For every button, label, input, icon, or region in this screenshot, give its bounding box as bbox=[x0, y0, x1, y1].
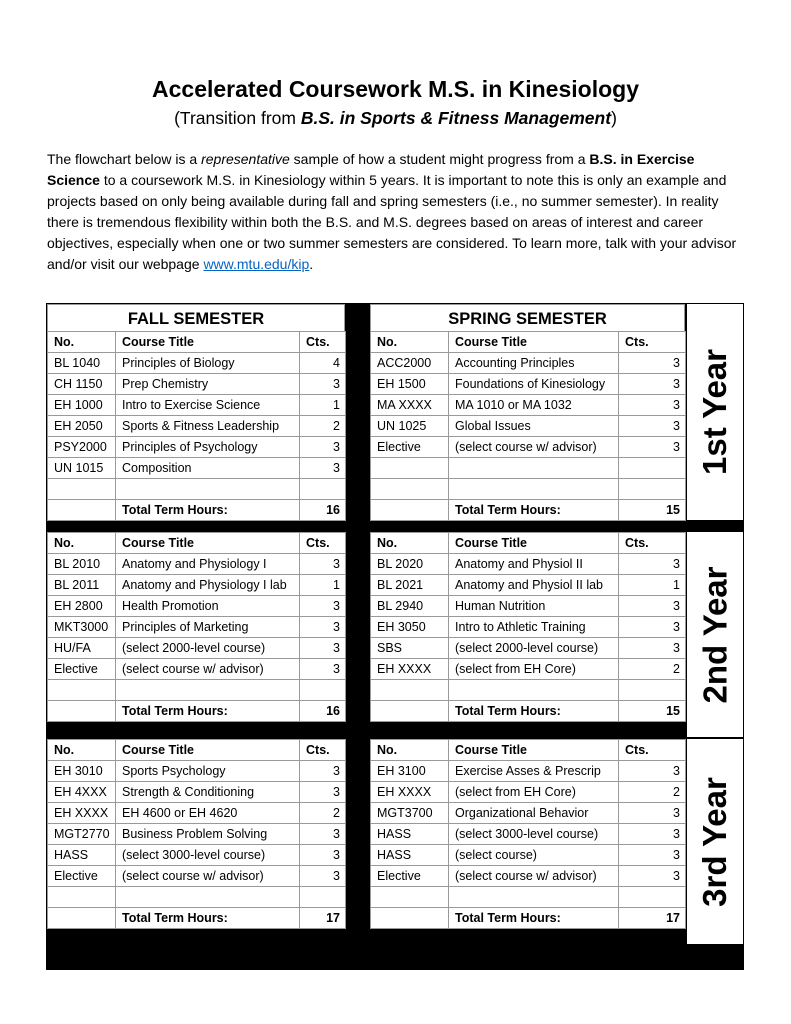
course-number: HASS bbox=[371, 845, 449, 866]
fall-semester-table bbox=[47, 304, 345, 521]
course-number: EH 3050 bbox=[371, 617, 449, 638]
course-title: Exercise Asses & Prescrip bbox=[449, 761, 619, 782]
course-credits: 3 bbox=[300, 761, 346, 782]
course-row bbox=[48, 437, 346, 458]
course-credits: 3 bbox=[619, 638, 686, 659]
course-title bbox=[449, 479, 619, 500]
total-row bbox=[48, 701, 346, 722]
course-credits: 3 bbox=[300, 845, 346, 866]
course-credits: 4 bbox=[300, 353, 346, 374]
course-row bbox=[371, 554, 686, 575]
column-header-row bbox=[371, 533, 686, 554]
course-title: (select from EH Core) bbox=[449, 782, 619, 803]
course-title: Anatomy and Physiology I bbox=[116, 554, 300, 575]
total-hours: 17 bbox=[300, 908, 346, 929]
course-title bbox=[116, 680, 300, 701]
course-credits: 3 bbox=[300, 437, 346, 458]
course-title: Global Issues bbox=[449, 416, 619, 437]
column-header-no: No. bbox=[371, 533, 449, 554]
course-number bbox=[371, 479, 449, 500]
course-number: UN 1015 bbox=[48, 458, 116, 479]
course-title: Human Nutrition bbox=[449, 596, 619, 617]
course-credits: 3 bbox=[619, 803, 686, 824]
column-header-cts: Cts. bbox=[300, 332, 346, 353]
course-number: HASS bbox=[371, 824, 449, 845]
course-credits bbox=[300, 887, 346, 908]
course-row bbox=[48, 680, 346, 701]
course-title: Principles of Psychology bbox=[116, 437, 300, 458]
course-credits: 3 bbox=[619, 416, 686, 437]
column-header-row bbox=[48, 533, 346, 554]
course-title: (select 3000-level course) bbox=[116, 845, 300, 866]
year-label-column bbox=[687, 304, 743, 520]
course-credits: 3 bbox=[300, 596, 346, 617]
course-row bbox=[48, 824, 346, 845]
course-number: PSY2000 bbox=[48, 437, 116, 458]
total-spacer bbox=[48, 701, 116, 722]
course-title: (select course w/ advisor) bbox=[449, 437, 619, 458]
course-number: EH 1500 bbox=[371, 374, 449, 395]
course-row bbox=[48, 575, 346, 596]
course-row bbox=[371, 845, 686, 866]
total-hours: 17 bbox=[619, 908, 686, 929]
column-header-no: No. bbox=[48, 533, 116, 554]
course-row bbox=[48, 416, 346, 437]
course-number bbox=[48, 887, 116, 908]
course-row bbox=[48, 845, 346, 866]
course-credits bbox=[619, 458, 686, 479]
spring-semester-title: SPRING SEMESTER bbox=[370, 304, 685, 331]
course-number: MKT3000 bbox=[48, 617, 116, 638]
course-number: MGT3700 bbox=[371, 803, 449, 824]
course-number: EH 3100 bbox=[371, 761, 449, 782]
course-credits: 3 bbox=[300, 458, 346, 479]
total-label: Total Term Hours: bbox=[449, 500, 619, 521]
course-number: EH 3010 bbox=[48, 761, 116, 782]
course-row bbox=[371, 887, 686, 908]
course-row bbox=[48, 374, 346, 395]
column-header-title: Course Title bbox=[449, 332, 619, 353]
course-row bbox=[48, 554, 346, 575]
course-title: (select 2000-level course) bbox=[116, 638, 300, 659]
course-title: Anatomy and Physiol II lab bbox=[449, 575, 619, 596]
course-number: ACC2000 bbox=[371, 353, 449, 374]
course-credits bbox=[619, 479, 686, 500]
subtitle-degree: B.S. in Sports & Fitness Management bbox=[300, 108, 612, 128]
course-credits: 3 bbox=[300, 617, 346, 638]
course-number: EH 2800 bbox=[48, 596, 116, 617]
course-title: (select course w/ advisor) bbox=[116, 659, 300, 680]
course-row bbox=[48, 353, 346, 374]
total-hours: 15 bbox=[619, 701, 686, 722]
course-title: Prep Chemistry bbox=[116, 374, 300, 395]
course-credits: 3 bbox=[300, 374, 346, 395]
year-label: 1st Year bbox=[696, 348, 734, 476]
course-credits: 3 bbox=[619, 437, 686, 458]
course-number: HASS bbox=[48, 845, 116, 866]
course-row bbox=[371, 479, 686, 500]
spring-semester-table bbox=[370, 532, 685, 722]
year-block bbox=[47, 304, 685, 520]
total-hours: 16 bbox=[300, 701, 346, 722]
course-row bbox=[48, 866, 346, 887]
course-row bbox=[48, 761, 346, 782]
year-block bbox=[47, 532, 685, 737]
course-row bbox=[371, 437, 686, 458]
course-title: Sports Psychology bbox=[116, 761, 300, 782]
total-spacer bbox=[371, 500, 449, 521]
course-row bbox=[48, 479, 346, 500]
year-label-column bbox=[687, 739, 743, 944]
course-credits: 2 bbox=[300, 803, 346, 824]
year-label-column bbox=[687, 532, 743, 737]
column-header-row bbox=[48, 332, 346, 353]
course-number: EH 2050 bbox=[48, 416, 116, 437]
course-number bbox=[371, 680, 449, 701]
course-row bbox=[48, 803, 346, 824]
course-number: EH 4XXX bbox=[48, 782, 116, 803]
spring-semester-table bbox=[370, 304, 685, 521]
course-title: Composition bbox=[116, 458, 300, 479]
total-label: Total Term Hours: bbox=[449, 701, 619, 722]
column-header-no: No. bbox=[371, 332, 449, 353]
course-title: Accounting Principles bbox=[449, 353, 619, 374]
course-row bbox=[371, 659, 686, 680]
course-credits bbox=[300, 479, 346, 500]
course-schedule bbox=[46, 303, 744, 970]
course-row bbox=[48, 659, 346, 680]
course-title: (select course w/ advisor) bbox=[116, 866, 300, 887]
course-credits: 3 bbox=[619, 845, 686, 866]
course-credits: 3 bbox=[300, 659, 346, 680]
fall-semester-title: FALL SEMESTER bbox=[47, 304, 345, 331]
course-credits: 3 bbox=[619, 353, 686, 374]
course-title: Intro to Exercise Science bbox=[116, 395, 300, 416]
course-title: Business Problem Solving bbox=[116, 824, 300, 845]
course-credits: 3 bbox=[300, 866, 346, 887]
course-credits: 1 bbox=[300, 395, 346, 416]
year-label: 2nd Year bbox=[696, 566, 734, 703]
total-spacer bbox=[371, 701, 449, 722]
course-credits: 3 bbox=[619, 824, 686, 845]
course-title: Organizational Behavior bbox=[449, 803, 619, 824]
course-number: BL 2020 bbox=[371, 554, 449, 575]
course-number bbox=[371, 887, 449, 908]
course-number: EH 1000 bbox=[48, 395, 116, 416]
course-title: (select from EH Core) bbox=[449, 659, 619, 680]
course-table bbox=[47, 739, 346, 929]
course-table bbox=[370, 331, 686, 521]
course-credits: 2 bbox=[300, 416, 346, 437]
total-hours: 16 bbox=[300, 500, 346, 521]
course-number: CH 1150 bbox=[48, 374, 116, 395]
course-credits: 2 bbox=[619, 782, 686, 803]
course-row bbox=[48, 638, 346, 659]
column-header-title: Course Title bbox=[116, 332, 300, 353]
course-row bbox=[371, 458, 686, 479]
column-header-cts: Cts. bbox=[300, 533, 346, 554]
course-title: MA 1010 or MA 1032 bbox=[449, 395, 619, 416]
course-credits: 2 bbox=[619, 659, 686, 680]
course-title: Intro to Athletic Training bbox=[449, 617, 619, 638]
course-title: (select 2000-level course) bbox=[449, 638, 619, 659]
total-spacer bbox=[48, 908, 116, 929]
total-row bbox=[371, 701, 686, 722]
subtitle-open: (Transition from bbox=[174, 108, 301, 128]
course-credits: 1 bbox=[619, 575, 686, 596]
course-credits bbox=[619, 887, 686, 908]
course-number: Elective bbox=[48, 659, 116, 680]
course-row bbox=[371, 866, 686, 887]
intro-text-end: . bbox=[309, 256, 314, 272]
course-number: MA XXXX bbox=[371, 395, 449, 416]
course-row bbox=[371, 638, 686, 659]
course-title: Sports & Fitness Leadership bbox=[116, 416, 300, 437]
course-row bbox=[371, 575, 686, 596]
course-number: SBS bbox=[371, 638, 449, 659]
course-credits bbox=[300, 680, 346, 701]
intro-text-5: to a coursework M.S. in Kinesiology within 5 years. It is important to note this is only an example and projects based on only being available during fall and spring semesters (i.e., no summer semester). In reality there is tremendous flexibility within both the B.S. and M.S. degrees based on areas of interest and career objectives, especially when one or two summer semesters are considered. To learn more, talk with your advisor and/or visit our webpage bbox=[47, 172, 737, 272]
column-header-row bbox=[48, 740, 346, 761]
course-row bbox=[371, 782, 686, 803]
course-title: (select 3000-level course) bbox=[449, 824, 619, 845]
course-credits: 3 bbox=[619, 866, 686, 887]
intro-paragraph bbox=[47, 149, 747, 275]
subtitle-close: ) bbox=[611, 108, 617, 128]
course-number bbox=[371, 458, 449, 479]
total-hours: 15 bbox=[619, 500, 686, 521]
column-header-cts: Cts. bbox=[619, 533, 686, 554]
column-header-cts: Cts. bbox=[619, 332, 686, 353]
course-title: Foundations of Kinesiology bbox=[449, 374, 619, 395]
course-row bbox=[371, 761, 686, 782]
fall-semester-table bbox=[47, 739, 345, 929]
total-label: Total Term Hours: bbox=[116, 500, 300, 521]
course-number: BL 2940 bbox=[371, 596, 449, 617]
course-row bbox=[371, 395, 686, 416]
column-header-title: Course Title bbox=[116, 740, 300, 761]
course-row bbox=[48, 395, 346, 416]
course-number: BL 2011 bbox=[48, 575, 116, 596]
course-title: Principles of Biology bbox=[116, 353, 300, 374]
course-number: EH XXXX bbox=[48, 803, 116, 824]
course-number: Elective bbox=[371, 866, 449, 887]
course-title: (select course w/ advisor) bbox=[449, 866, 619, 887]
total-row bbox=[371, 500, 686, 521]
course-row bbox=[371, 803, 686, 824]
course-row bbox=[371, 617, 686, 638]
course-table bbox=[47, 331, 346, 521]
page-subtitle bbox=[0, 108, 791, 129]
course-credits: 3 bbox=[619, 554, 686, 575]
total-spacer bbox=[48, 500, 116, 521]
total-row bbox=[48, 500, 346, 521]
course-credits bbox=[619, 680, 686, 701]
course-credits: 3 bbox=[619, 617, 686, 638]
course-row bbox=[371, 353, 686, 374]
course-row bbox=[371, 824, 686, 845]
course-table bbox=[47, 532, 346, 722]
course-title: Anatomy and Physiol II bbox=[449, 554, 619, 575]
fall-semester-table bbox=[47, 532, 345, 722]
column-header-no: No. bbox=[48, 740, 116, 761]
page-title: Accelerated Coursework M.S. in Kinesiology bbox=[152, 76, 639, 102]
course-credits: 3 bbox=[619, 374, 686, 395]
course-row bbox=[371, 596, 686, 617]
webpage-link[interactable]: www.mtu.edu/kip bbox=[203, 256, 310, 272]
course-row bbox=[48, 782, 346, 803]
spring-semester-table bbox=[370, 739, 685, 929]
course-title: (select course) bbox=[449, 845, 619, 866]
course-title: Anatomy and Physiology I lab bbox=[116, 575, 300, 596]
course-title: Health Promotion bbox=[116, 596, 300, 617]
course-title bbox=[116, 479, 300, 500]
course-row bbox=[48, 617, 346, 638]
total-label: Total Term Hours: bbox=[116, 908, 300, 929]
course-number: EH XXXX bbox=[371, 782, 449, 803]
course-credits: 1 bbox=[300, 575, 346, 596]
column-header-title: Course Title bbox=[449, 740, 619, 761]
course-row bbox=[371, 416, 686, 437]
course-title: EH 4600 or EH 4620 bbox=[116, 803, 300, 824]
course-number: Elective bbox=[371, 437, 449, 458]
course-number bbox=[48, 680, 116, 701]
course-table bbox=[370, 532, 686, 722]
course-title: Principles of Marketing bbox=[116, 617, 300, 638]
course-credits: 3 bbox=[300, 554, 346, 575]
column-header-row bbox=[371, 332, 686, 353]
course-title bbox=[116, 887, 300, 908]
intro-text-3: sample of how a student might progress from a bbox=[289, 151, 590, 167]
course-number: MGT2770 bbox=[48, 824, 116, 845]
intro-text-1: The flowchart below is a bbox=[47, 151, 202, 167]
course-number: BL 2021 bbox=[371, 575, 449, 596]
total-label: Total Term Hours: bbox=[449, 908, 619, 929]
column-header-title: Course Title bbox=[116, 533, 300, 554]
year-label: 3rd Year bbox=[696, 776, 734, 907]
column-header-no: No. bbox=[48, 332, 116, 353]
course-table bbox=[370, 739, 686, 929]
course-title bbox=[449, 680, 619, 701]
column-header-no: No. bbox=[371, 740, 449, 761]
course-credits: 3 bbox=[300, 638, 346, 659]
course-credits: 3 bbox=[619, 596, 686, 617]
course-number: Elective bbox=[48, 866, 116, 887]
course-title bbox=[449, 887, 619, 908]
course-credits: 3 bbox=[619, 761, 686, 782]
course-credits: 3 bbox=[619, 395, 686, 416]
course-row bbox=[371, 680, 686, 701]
course-row bbox=[48, 596, 346, 617]
course-credits: 3 bbox=[300, 824, 346, 845]
total-label: Total Term Hours: bbox=[116, 701, 300, 722]
intro-text-representative: representative bbox=[201, 151, 290, 167]
intro-text-degree: B.S. in Exercise Science bbox=[47, 151, 695, 188]
column-header-row bbox=[371, 740, 686, 761]
total-row bbox=[48, 908, 346, 929]
course-number: EH XXXX bbox=[371, 659, 449, 680]
course-title: Strength & Conditioning bbox=[116, 782, 300, 803]
year-block bbox=[47, 739, 685, 944]
column-header-cts: Cts. bbox=[619, 740, 686, 761]
course-row bbox=[48, 458, 346, 479]
course-number: BL 1040 bbox=[48, 353, 116, 374]
column-header-cts: Cts. bbox=[300, 740, 346, 761]
course-credits: 3 bbox=[300, 782, 346, 803]
course-row bbox=[48, 887, 346, 908]
column-header-title: Course Title bbox=[449, 533, 619, 554]
course-number: BL 2010 bbox=[48, 554, 116, 575]
course-title bbox=[449, 458, 619, 479]
total-row bbox=[371, 908, 686, 929]
course-number: HU/FA bbox=[48, 638, 116, 659]
course-number bbox=[48, 479, 116, 500]
course-row bbox=[371, 374, 686, 395]
course-number: UN 1025 bbox=[371, 416, 449, 437]
total-spacer bbox=[371, 908, 449, 929]
